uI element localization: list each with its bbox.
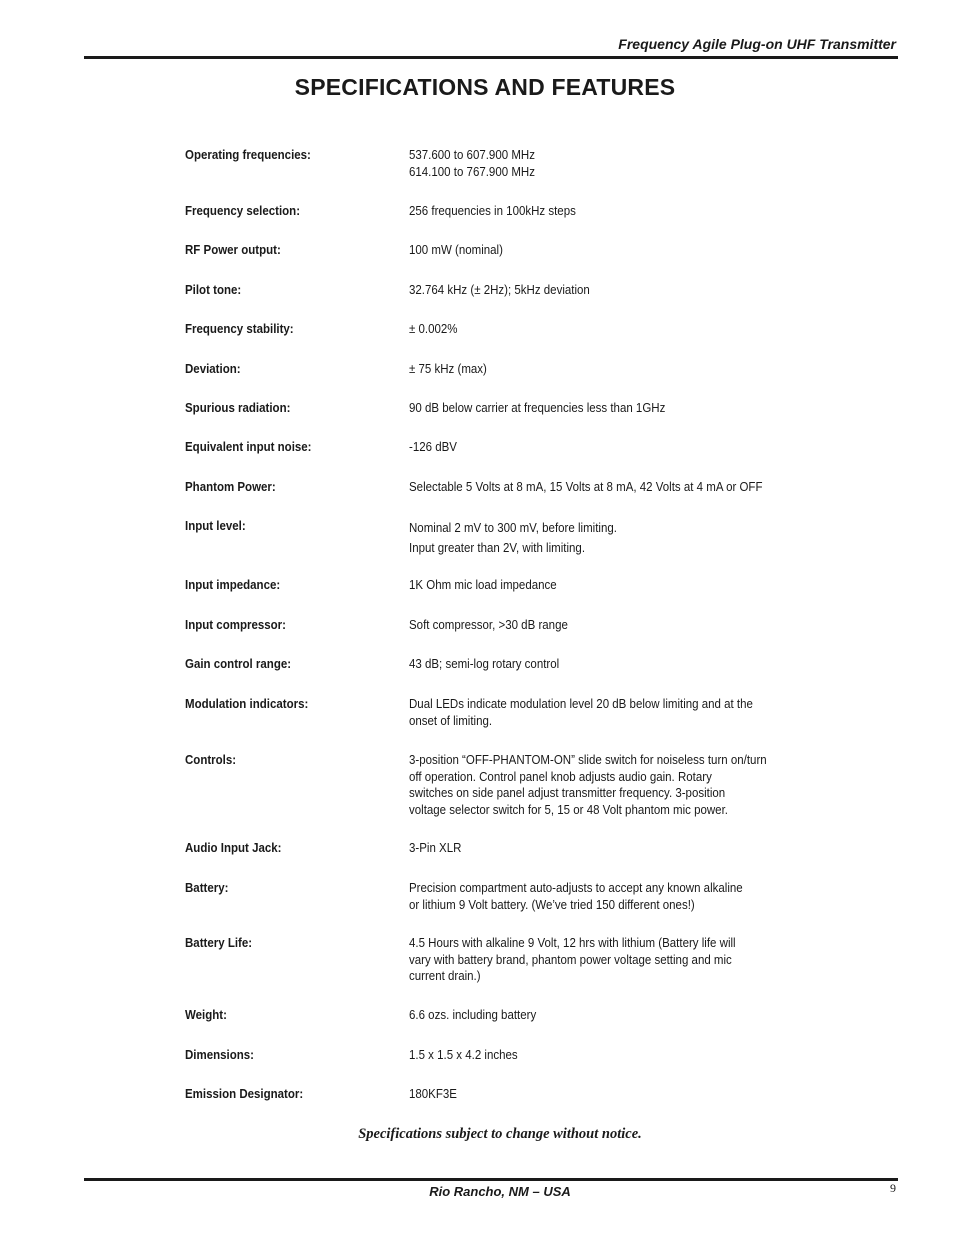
spec-value-line: current drain.) <box>409 969 481 983</box>
spec-label-weight: Weight: <box>185 1008 227 1022</box>
spec-label-modulation-indicators: Modulation indicators: <box>185 697 309 711</box>
spec-value-line: 3-position “OFF-PHANTOM-ON” slide switch for noiseless turn on/turn <box>409 753 767 767</box>
spec-value-pilot-tone <box>409 282 795 299</box>
spec-value-line: ± 0.002% <box>409 322 458 336</box>
spec-value-input-impedance <box>409 577 795 594</box>
spec-value-line: onset of limiting. <box>409 713 493 728</box>
spec-value-phantom-power <box>409 479 795 496</box>
spec-value-line: switches on side panel adjust transmitter frequency. 3-position <box>409 786 726 800</box>
spec-value-line: 32.764 kHz (± 2Hz); 5kHz deviation <box>409 283 590 297</box>
running-header: Frequency Agile Plug-on UHF Transmitter <box>618 36 896 52</box>
spec-value-line: Precision compartment auto-adjusts to accept any known alkaline <box>409 881 743 895</box>
footer-location: Rio Rancho, NM – USA <box>429 1184 571 1199</box>
spec-label-emission-designator: Emission Designator: <box>185 1087 304 1101</box>
spec-label-gain-control-range: Gain control range: <box>185 657 292 671</box>
spec-value-line: ± 75 kHz (max) <box>409 362 487 376</box>
spec-value-dimensions <box>409 1047 795 1064</box>
footer-rule <box>84 1178 898 1181</box>
spec-value-line: 180KF3E <box>409 1087 457 1101</box>
spec-value-line: vary with battery brand, phantom power voltage setting and mic <box>409 952 732 967</box>
spec-value-modulation-indicators <box>409 696 795 729</box>
spec-label-pilot-tone: Pilot tone: <box>185 283 242 297</box>
spec-value-line: voltage selector switch for 5, 15 or 48 Volt phantom mic power. <box>409 802 728 817</box>
spec-value-line: 256 frequencies in 100kHz steps <box>409 204 576 218</box>
spec-label-audio-input-jack: Audio Input Jack: <box>185 841 282 855</box>
spec-value-frequency-stability <box>409 321 795 338</box>
spec-label-input-impedance: Input impedance: <box>185 578 281 592</box>
spec-value-line: 100 mW (nominal) <box>409 243 503 257</box>
spec-value-controls <box>409 752 795 818</box>
spec-value-line: 3-Pin XLR <box>409 841 462 855</box>
page-title: SPECIFICATIONS AND FEATURES <box>294 74 676 100</box>
spec-value-line: 1K Ohm mic load impedance <box>409 578 557 592</box>
spec-label-spurious-radiation: Spurious radiation: <box>185 401 291 415</box>
spec-value-frequency-selection <box>409 203 795 220</box>
spec-value-line: 1.5 x 1.5 x 4.2 inches <box>409 1048 518 1062</box>
spec-value-line: Input greater than 2V, with limiting. <box>409 541 586 555</box>
spec-value-equivalent-input-noise <box>409 439 795 456</box>
header-rule <box>84 56 898 59</box>
spec-value-gain-control-range <box>409 656 795 673</box>
spec-label-dimensions: Dimensions: <box>185 1048 255 1062</box>
spec-label-input-compressor: Input compressor: <box>185 618 286 632</box>
spec-value-audio-input-jack <box>409 840 795 857</box>
spec-label-rf-power-output: RF Power output: <box>185 243 281 257</box>
spec-value-emission-designator <box>409 1086 795 1103</box>
spec-value-rf-power-output <box>409 242 795 259</box>
spec-value-deviation <box>409 361 795 378</box>
spec-value-line: or lithium 9 Volt battery. (We’ve tried 150 different ones!) <box>409 897 695 912</box>
spec-value-line: 614.100 to 767.900 MHz <box>409 164 535 179</box>
spec-value-line: Selectable 5 Volts at 8 mA, 15 Volts at 8 mA, 42 Volts at 4 mA or OFF <box>409 480 763 494</box>
spec-value-input-compressor <box>409 617 795 634</box>
spec-value-spurious-radiation <box>409 400 795 417</box>
spec-value-weight <box>409 1007 795 1024</box>
spec-value-line: 4.5 Hours with alkaline 9 Volt, 12 hrs with lithium (Battery life will <box>409 936 736 950</box>
spec-value-line: 43 dB; semi-log rotary control <box>409 657 560 671</box>
spec-label-controls: Controls: <box>185 753 237 767</box>
spec-value-input-level <box>409 518 795 558</box>
spec-label-phantom-power: Phantom Power: <box>185 480 276 494</box>
spec-value-line: Soft compressor, >30 dB range <box>409 618 568 632</box>
spec-label-deviation: Deviation: <box>185 362 241 376</box>
spec-value-battery <box>409 880 795 913</box>
spec-value-line: off operation. Control panel knob adjusts audio gain. Rotary <box>409 769 712 784</box>
spec-value-battery-life <box>409 935 795 985</box>
spec-value-line: 90 dB below carrier at frequencies less than 1GHz <box>409 401 666 415</box>
specifications-note: Specifications subject to change without notice. <box>358 1126 642 1142</box>
spec-label-equivalent-input-noise: Equivalent input noise: <box>185 440 312 454</box>
spec-value-line: -126 dBV <box>409 440 457 454</box>
spec-value-line: 537.600 to 607.900 MHz <box>409 148 535 162</box>
spec-value-operating-frequencies <box>409 147 795 180</box>
spec-label-frequency-stability: Frequency stability: <box>185 322 294 336</box>
spec-label-input-level: Input level: <box>185 519 246 533</box>
spec-label-battery: Battery: <box>185 881 229 895</box>
spec-value-line: 6.6 ozs. including battery <box>409 1008 537 1022</box>
spec-label-battery-life: Battery Life: <box>185 936 253 950</box>
page-number: 9 <box>890 1181 896 1195</box>
spec-label-frequency-selection: Frequency selection: <box>185 204 301 218</box>
spec-label-operating-frequencies: Operating frequencies: <box>185 148 311 162</box>
spec-value-line: Dual LEDs indicate modulation level 20 dB below limiting and at the <box>409 697 753 711</box>
spec-value-line: Nominal 2 mV to 300 mV, before limiting. <box>409 521 617 535</box>
